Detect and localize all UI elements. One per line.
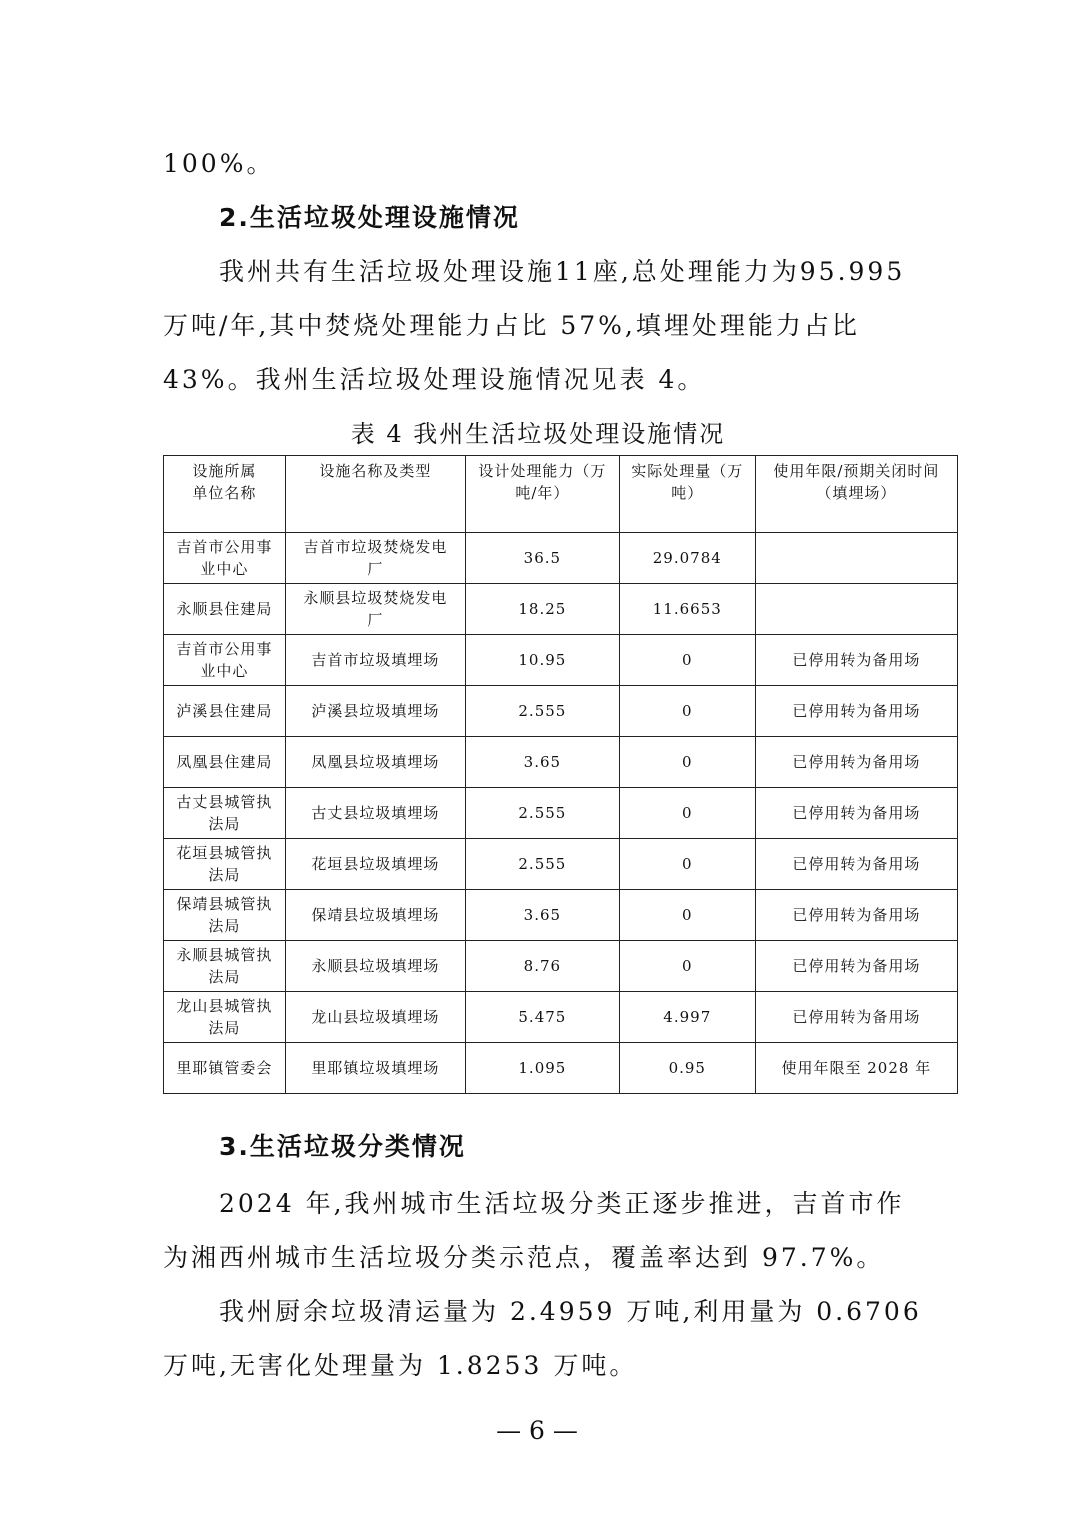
cell-design-capacity: 10.95	[465, 635, 619, 686]
cell-unit: 永顺县住建局	[164, 584, 286, 635]
cell-facility: 龙山县垃圾填埋场	[285, 992, 465, 1043]
cell-lifetime	[755, 533, 957, 584]
table-row	[164, 1043, 958, 1094]
table-caption: 表 4 我州生活垃圾处理设施情况	[350, 420, 726, 448]
cell-lifetime	[755, 584, 957, 635]
table-row	[164, 890, 958, 941]
page-number: — 6 —	[496, 1416, 578, 1445]
cell-unit: 古丈县城管执 法局	[164, 788, 286, 839]
cell-facility: 凤凰县垃圾填埋场	[285, 737, 465, 788]
cell-design-capacity: 18.25	[465, 584, 619, 635]
col-header-facility: 设施名称及类型	[285, 456, 465, 533]
col-header-actual-volume: 实际处理量（万 吨）	[619, 456, 755, 533]
table-row	[164, 584, 958, 635]
cell-facility: 古丈县垃圾填埋场	[285, 788, 465, 839]
paragraph-continuation	[163, 137, 913, 191]
paragraph-kitchen-waste	[163, 1285, 922, 1393]
table-row	[164, 941, 958, 992]
cell-facility: 永顺县垃圾焚烧发电 厂	[285, 584, 465, 635]
cell-actual-volume: 0	[619, 788, 755, 839]
cell-design-capacity: 2.555	[465, 686, 619, 737]
cell-unit: 泸溪县住建局	[164, 686, 286, 737]
cell-unit: 吉首市公用事 业中心	[164, 533, 286, 584]
cell-unit: 吉首市公用事 业中心	[164, 635, 286, 686]
table-row	[164, 737, 958, 788]
col-header-lifetime: 使用年限/预期关闭时间 （填埋场）	[755, 456, 957, 533]
cell-design-capacity: 3.65	[465, 890, 619, 941]
text-line: 2024 年,我州城市生活垃圾分类正逐步推进，吉首市作	[219, 1189, 905, 1218]
cell-lifetime: 已停用转为备用场	[755, 839, 957, 890]
cell-lifetime: 已停用转为备用场	[755, 686, 957, 737]
text-line: 我州共有生活垃圾处理设施11座,总处理能力为95.995	[219, 257, 906, 286]
text-line: 100%。	[163, 149, 275, 178]
cell-facility: 永顺县垃圾填埋场	[285, 941, 465, 992]
table-header-row	[164, 456, 958, 533]
cell-facility: 保靖县垃圾填埋场	[285, 890, 465, 941]
cell-lifetime: 已停用转为备用场	[755, 788, 957, 839]
cell-facility: 吉首市垃圾填埋场	[285, 635, 465, 686]
section-heading-sorting: 3.生活垃圾分类情况	[219, 1132, 466, 1161]
table-row	[164, 686, 958, 737]
cell-lifetime: 已停用转为备用场	[755, 992, 957, 1043]
cell-actual-volume: 0	[619, 890, 755, 941]
cell-actual-volume: 0	[619, 686, 755, 737]
cell-unit: 花垣县城管执 法局	[164, 839, 286, 890]
cell-facility: 里耶镇垃圾填埋场	[285, 1043, 465, 1094]
section-heading-facilities: 2.生活垃圾处理设施情况	[219, 203, 520, 232]
table-row	[164, 533, 958, 584]
table-row	[164, 635, 958, 686]
table-body	[164, 533, 958, 1094]
paragraph-sorting-progress	[163, 1177, 913, 1285]
cell-actual-volume: 0	[619, 941, 755, 992]
cell-actual-volume: 11.6653	[619, 584, 755, 635]
cell-actual-volume: 29.0784	[619, 533, 755, 584]
cell-design-capacity: 5.475	[465, 992, 619, 1043]
text-line: 为湘西州城市生活垃圾分类示范点，覆盖率达到 97.7%。	[163, 1243, 885, 1272]
cell-actual-volume: 0	[619, 635, 755, 686]
table-row	[164, 788, 958, 839]
col-header-unit: 设施所属 单位名称	[164, 456, 286, 533]
cell-actual-volume: 4.997	[619, 992, 755, 1043]
text-line: 我州厨余垃圾清运量为 2.4959 万吨,利用量为 0.6706	[219, 1297, 922, 1326]
cell-facility: 吉首市垃圾焚烧发电 厂	[285, 533, 465, 584]
text-line: 43%。我州生活垃圾处理设施情况见表 4。	[163, 365, 706, 394]
facilities-table	[163, 455, 958, 1094]
cell-facility: 泸溪县垃圾填埋场	[285, 686, 465, 737]
cell-unit: 里耶镇管委会	[164, 1043, 286, 1094]
paragraph-facilities-summary	[163, 245, 913, 407]
cell-design-capacity: 2.555	[465, 839, 619, 890]
cell-actual-volume: 0	[619, 737, 755, 788]
text-line: 万吨/年,其中焚烧处理能力占比 57%,填埋处理能力占比	[163, 311, 860, 340]
cell-lifetime: 已停用转为备用场	[755, 890, 957, 941]
cell-design-capacity: 3.65	[465, 737, 619, 788]
text-line: 万吨,无害化处理量为 1.8253 万吨。	[163, 1351, 638, 1380]
cell-design-capacity: 1.095	[465, 1043, 619, 1094]
cell-design-capacity: 2.555	[465, 788, 619, 839]
cell-unit: 永顺县城管执 法局	[164, 941, 286, 992]
cell-lifetime: 已停用转为备用场	[755, 635, 957, 686]
cell-design-capacity: 8.76	[465, 941, 619, 992]
table-row	[164, 992, 958, 1043]
cell-design-capacity: 36.5	[465, 533, 619, 584]
cell-unit: 保靖县城管执 法局	[164, 890, 286, 941]
cell-lifetime: 使用年限至 2028 年	[755, 1043, 957, 1094]
cell-facility: 花垣县垃圾填埋场	[285, 839, 465, 890]
cell-unit: 龙山县城管执 法局	[164, 992, 286, 1043]
cell-actual-volume: 0	[619, 839, 755, 890]
cell-actual-volume: 0.95	[619, 1043, 755, 1094]
col-header-design-capacity: 设计处理能力（万 吨/年）	[465, 456, 619, 533]
table-row	[164, 839, 958, 890]
cell-lifetime: 已停用转为备用场	[755, 941, 957, 992]
cell-lifetime: 已停用转为备用场	[755, 737, 957, 788]
cell-unit: 凤凰县住建局	[164, 737, 286, 788]
